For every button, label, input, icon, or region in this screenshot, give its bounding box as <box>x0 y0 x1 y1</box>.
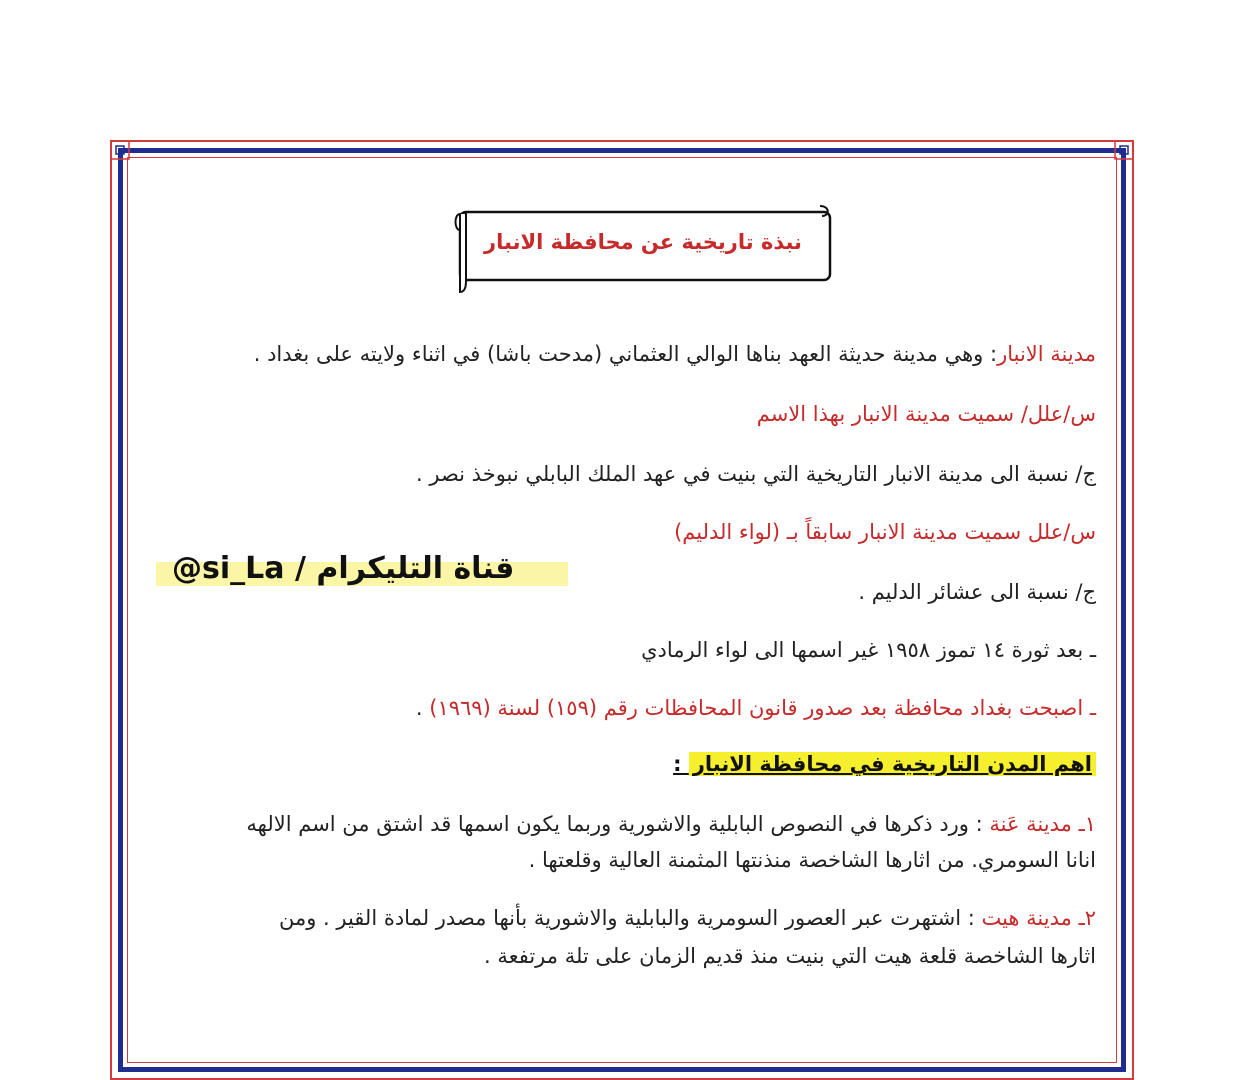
answer-1: ج/ نسبة الى مدينة الانبار التاريخية التي بنيت في عهد الملك البابلي نبوخذ نصر . <box>416 462 1096 486</box>
note-2 <box>416 696 1096 720</box>
city-ana-label: ١ـ مدينة عَنة <box>989 812 1096 836</box>
note-2-text: ـ اصبحت بغداد محافظة بعد صدور قانون المحافظات رقم (١٥٩) لسنة (١٩٦٩) <box>429 696 1096 720</box>
city-hit-line1 <box>279 906 1096 930</box>
corner-ornament-icon <box>109 139 131 161</box>
note-1: ـ بعد ثورة ١٤ تموز ١٩٥٨ غير اسمها الى لواء الرمادي <box>641 638 1096 662</box>
section-heading-text: اهم المدن التاريخية في محافظة الانبار <box>689 752 1096 776</box>
paragraph-label: مدينة الانبار <box>997 342 1096 366</box>
city-ana-line1 <box>246 812 1096 836</box>
answer-2: ج/ نسبة الى عشائر الدليم . <box>858 580 1096 604</box>
city-hit-label: ٢ـ مدينة هيت <box>981 906 1096 930</box>
city-hit-text: : اشتهرت عبر العصور السومرية والبابلية والاشورية بأنها مصدر لمادة القير . ومن <box>278 906 982 930</box>
section-heading-colon: : <box>673 752 689 776</box>
paragraph-text: : وهي مدينة حديثة العهد بناها الوالي العثماني (مدحت باشا) في اثناء ولايته على بغداد . <box>253 342 998 366</box>
watermark-text: @si_La / قناة التليكرام <box>172 550 515 586</box>
question-2: س/علل سميت مدينة الانبار سابقاً بـ (لواء الدليم) <box>674 520 1096 544</box>
section-heading <box>673 752 1096 776</box>
city-ana-text: : ورد ذكرها في النصوص البابلية والاشورية وربما يكون اسمها قد اشتق من اسم الالهه <box>246 812 990 836</box>
telegram-watermark <box>156 548 568 588</box>
page-title: نبذة تاريخية عن محافظة الانبار <box>484 230 802 254</box>
title-scroll-banner <box>452 200 834 296</box>
question-1: س/علل/ سميت مدينة الانبار بهذا الاسم <box>756 402 1096 426</box>
paragraph-anbar-city <box>254 342 1096 366</box>
city-hit-line2: اثارها الشاخصة قلعة هيت التي بنيت منذ قديم الزمان على تلة مرتفعة . <box>483 944 1096 968</box>
corner-ornament-icon <box>1113 139 1135 161</box>
note-2-end: . <box>415 696 430 720</box>
city-ana-line2: انانا السومري. من اثارها الشاخصة منذنتها المثمنة العالية وقلعتها . <box>528 848 1096 872</box>
